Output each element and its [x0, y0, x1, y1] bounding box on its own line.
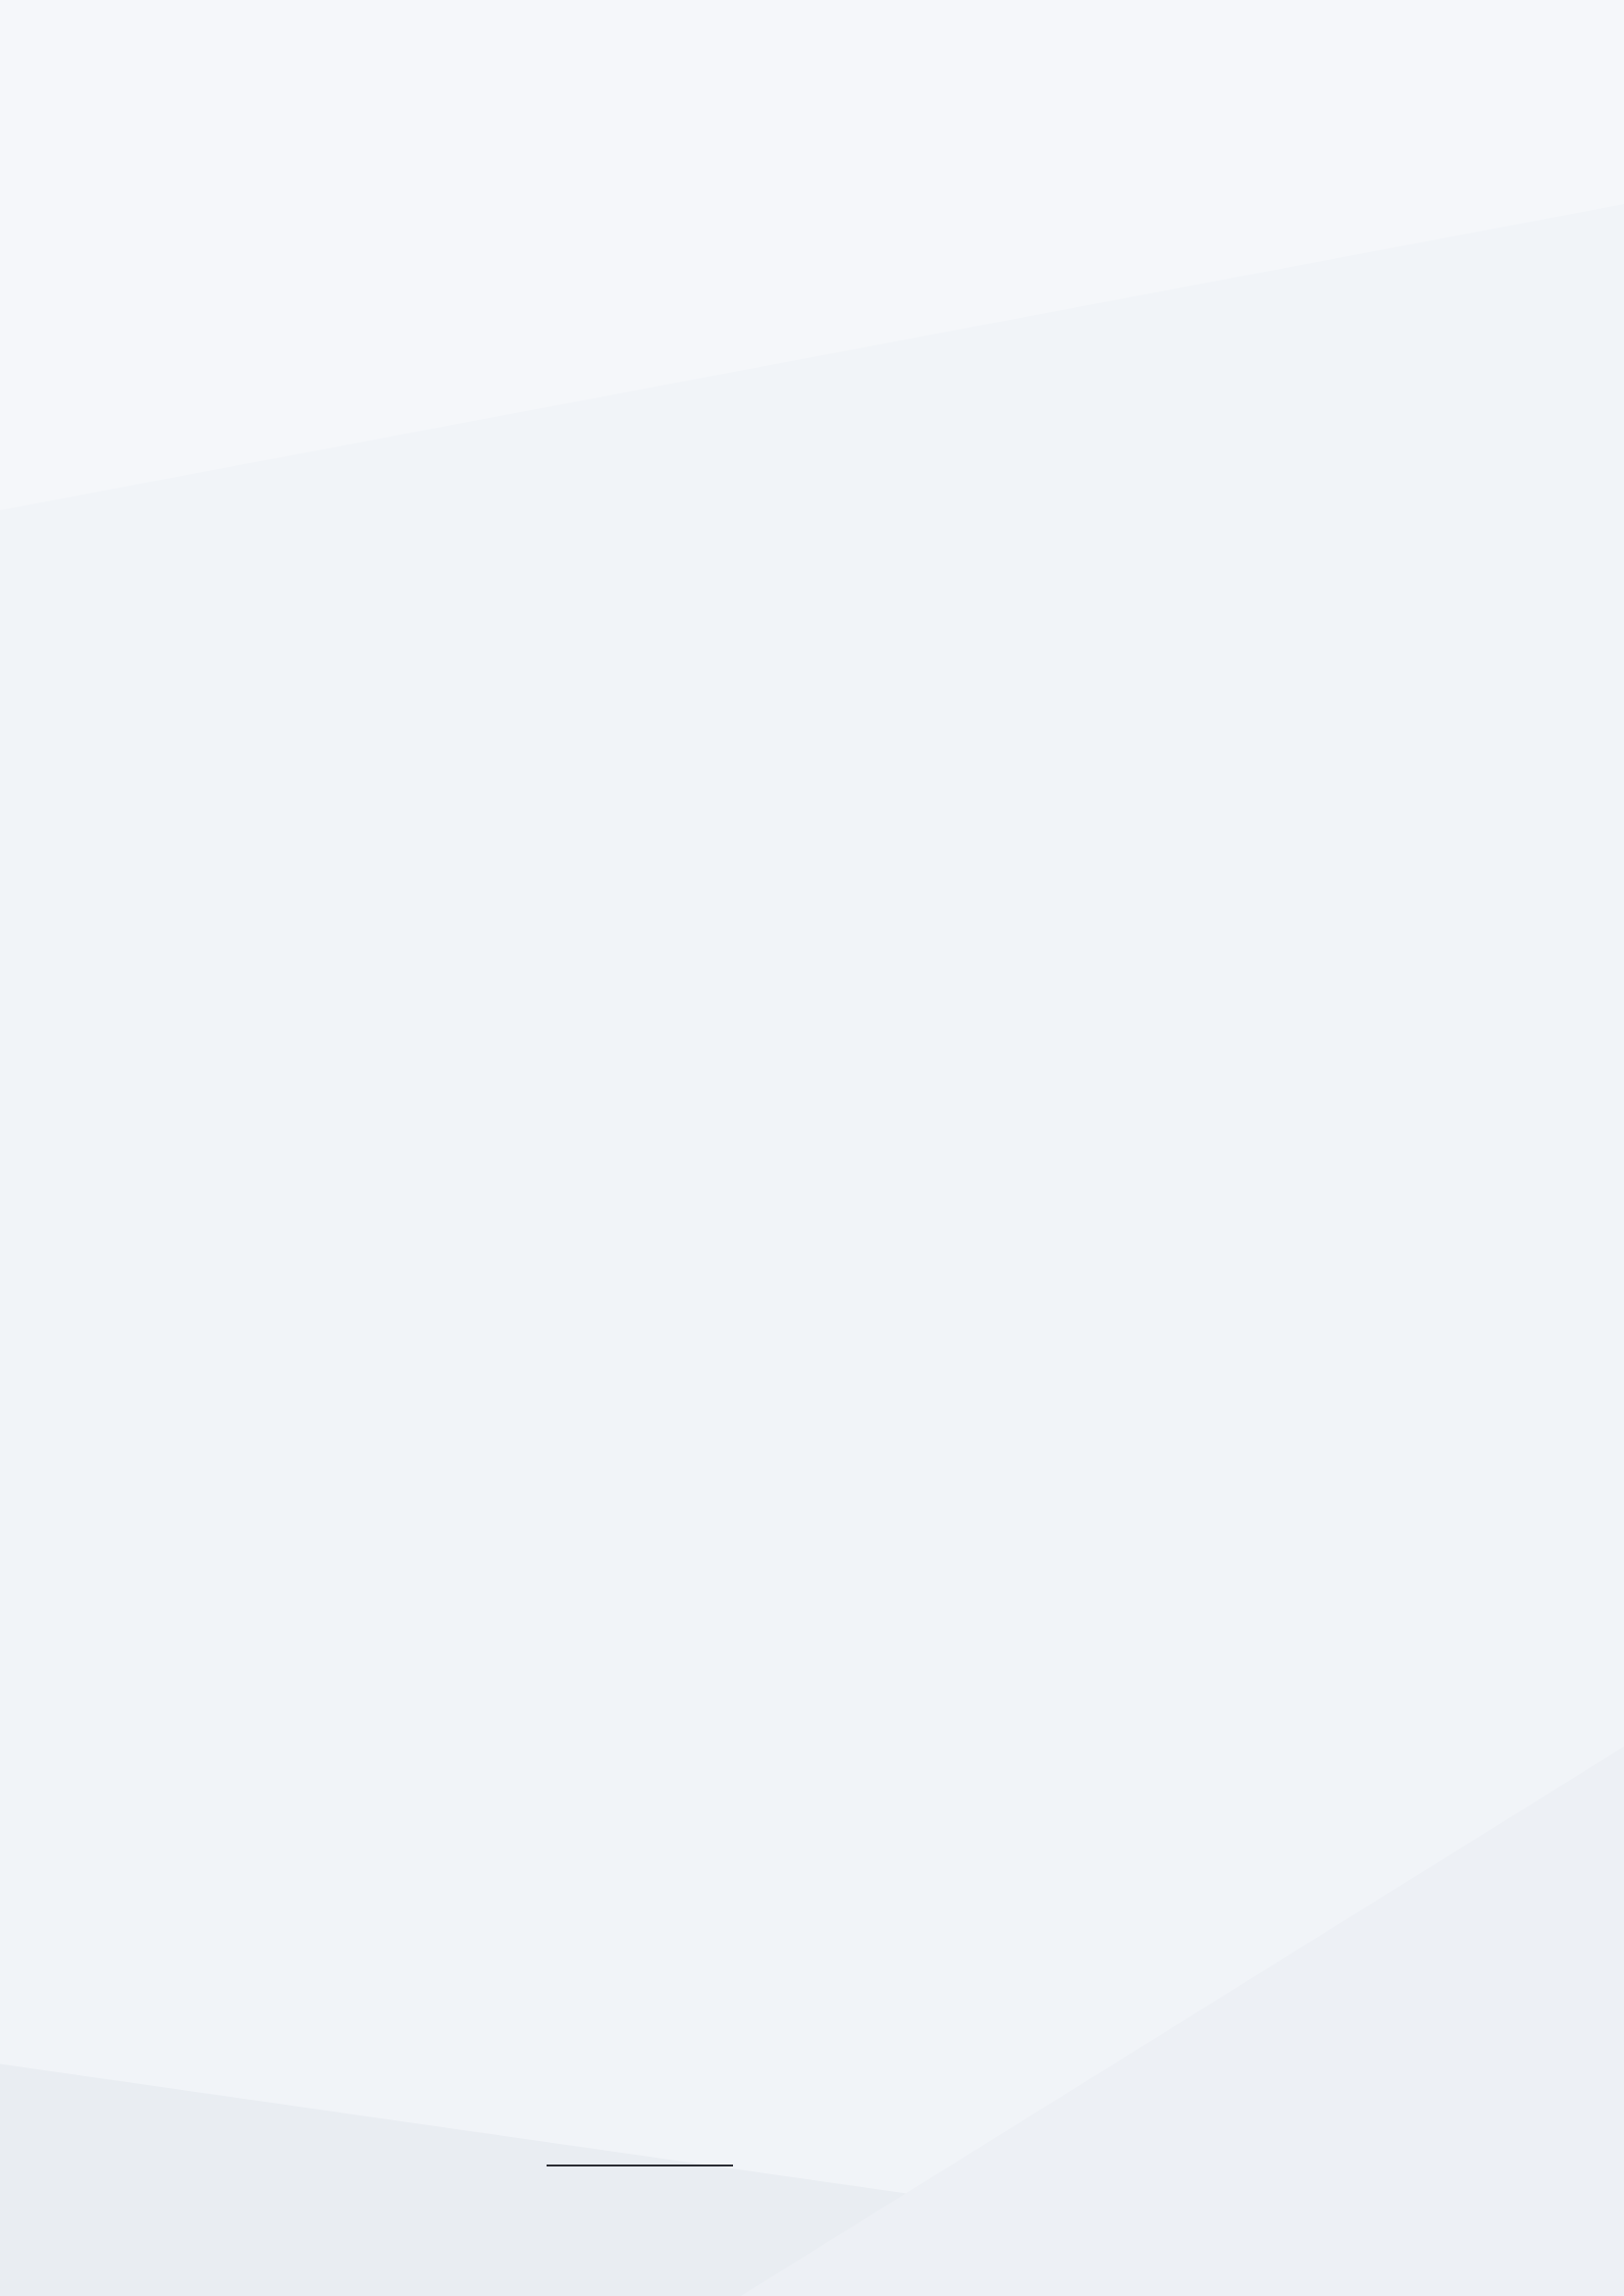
ftir-cmcat-ylabel	[145, 1375, 169, 1630]
ionic-conductivity-chart	[746, 118, 1624, 805]
wavelength-axis-label	[547, 2165, 733, 2168]
ftir-cmc-at-chart	[180, 1381, 1076, 1625]
ftir-cmc-ylabel	[145, 1122, 169, 1377]
ftir-stacked-chart	[180, 846, 1076, 1101]
ftir-stacked-ylabel	[140, 859, 164, 1114]
ftir-at-ylabel	[145, 1629, 169, 1884]
ftir-cmc-chart	[180, 1127, 1076, 1372]
ftir-zno-ylabel	[145, 1881, 169, 2136]
ftir-at-chart	[180, 1634, 1076, 1878]
ftir-zno-film-chart	[180, 1887, 1076, 2131]
